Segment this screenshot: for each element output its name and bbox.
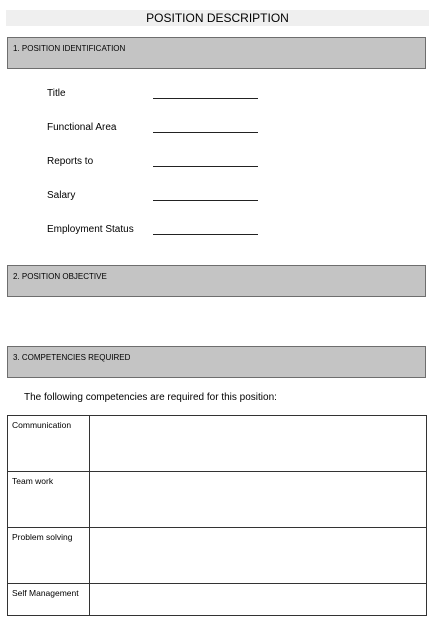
competencies-table (7, 415, 427, 616)
field-label-title: Title (47, 88, 66, 99)
competency-name: Self Management (8, 584, 90, 616)
reports-to-field[interactable] (153, 154, 258, 167)
competency-description[interactable] (90, 416, 427, 472)
employment-status-field[interactable] (153, 222, 258, 235)
page-title: POSITION DESCRIPTION (6, 10, 429, 26)
field-label-employment-status: Employment Status (47, 224, 134, 235)
title-field[interactable] (153, 86, 258, 99)
salary-field[interactable] (153, 188, 258, 201)
competency-description[interactable] (90, 528, 427, 584)
competency-description[interactable] (90, 472, 427, 528)
competency-description[interactable] (90, 584, 427, 616)
section-header-competencies: 3. COMPETENCIES REQUIRED (7, 346, 426, 378)
competency-name: Problem solving (8, 528, 90, 584)
section-header-identification: 1. POSITION IDENTIFICATION (7, 37, 426, 69)
table-row (8, 416, 427, 472)
table-row (8, 472, 427, 528)
field-label-salary: Salary (47, 190, 76, 201)
field-label-reports-to: Reports to (47, 156, 94, 167)
section-header-objective: 2. POSITION OBJECTIVE (7, 265, 426, 297)
functional-area-field[interactable] (153, 120, 258, 133)
field-label-functional-area: Functional Area (47, 122, 117, 133)
table-row (8, 584, 427, 616)
competency-name: Team work (8, 472, 90, 528)
competency-name: Communication (8, 416, 90, 472)
competencies-intro: The following competencies are required for this position: (24, 392, 277, 403)
table-row (8, 528, 427, 584)
